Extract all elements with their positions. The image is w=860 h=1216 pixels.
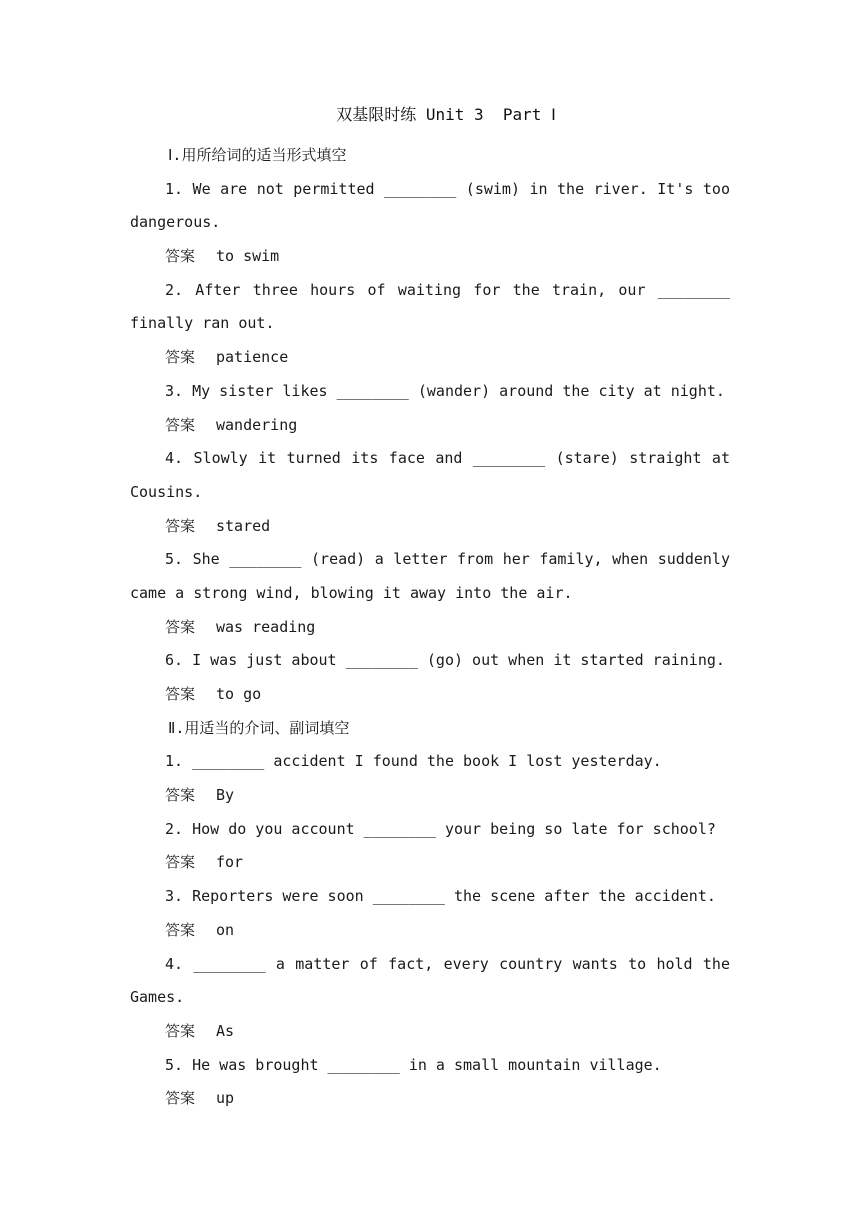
answer-text: stared <box>216 516 271 535</box>
answer-line <box>130 1082 730 1116</box>
answer-line <box>130 240 730 274</box>
answer-text: up <box>216 1089 235 1108</box>
question-line: 1. ________ accident I found the book I lost yesterday. <box>165 752 662 771</box>
answer-text: for <box>216 853 244 872</box>
answer-text: to swim <box>216 247 280 266</box>
question-line: 2. How do you account ________ your being so late for school? <box>165 819 716 838</box>
answer-text: As <box>216 1021 235 1040</box>
answer-label: 答案 <box>165 247 196 266</box>
question-line: 6. I was just about ________ (go) out when it started raining. <box>165 651 725 670</box>
question-line: Games. <box>130 988 185 1007</box>
answer-text: was reading <box>216 617 316 636</box>
question-line: 4. ________ a matter of fact, every country wants to hold the <box>165 954 730 973</box>
answer-text: By <box>216 786 235 805</box>
answer-label: 答案 <box>165 348 196 367</box>
answer-line <box>130 1015 730 1049</box>
answer-line <box>130 409 730 443</box>
answer-label: 答案 <box>165 415 196 434</box>
question-line: finally ran out. <box>130 314 275 333</box>
question-line: 5. She ________ (read) a letter from her family, when suddenly <box>165 550 730 569</box>
answer-line <box>130 341 730 375</box>
question-line: 3. Reporters were soon ________ the scene after the accident. <box>165 887 716 906</box>
question-line: 1. We are not permitted ________ (swim) in the river. It's too <box>165 179 730 198</box>
question-line: dangerous. <box>130 213 221 232</box>
question-line: 4. Slowly it turned its face and ________ (stare) straight at <box>165 449 730 468</box>
answer-label: 答案 <box>165 853 196 872</box>
answer-line <box>130 846 730 880</box>
page-title: 双基限时练 Unit 3 Part Ⅰ <box>336 105 556 124</box>
answer-label: 答案 <box>165 920 196 939</box>
section-heading-2: Ⅱ.用适当的介词、副词填空 <box>168 718 350 737</box>
question-line: Cousins. <box>130 482 203 501</box>
question-line: came a strong wind, blowing it away into the air. <box>130 583 573 602</box>
answer-label: 答案 <box>165 1089 196 1108</box>
answer-label: 答案 <box>165 1021 196 1040</box>
answer-label: 答案 <box>165 617 196 636</box>
answer-text: to go <box>216 685 262 703</box>
question-line: 5. He was brought ________ in a small mountain village. <box>165 1055 662 1074</box>
answer-label: 答案 <box>165 786 196 805</box>
answer-text: patience <box>216 348 289 367</box>
answer-line <box>130 779 730 813</box>
answer-text: wandering <box>216 415 298 434</box>
exercise-content <box>130 139 730 1116</box>
section-heading-1: Ⅰ.用所给词的适当形式填空 <box>168 146 347 164</box>
question-line: 2. After three hours of waiting for the train, our ________ <box>165 280 730 299</box>
question-line: 3. My sister likes ________ (wander) around the city at night. <box>165 381 725 400</box>
answer-line <box>130 678 730 712</box>
answer-line <box>130 914 730 948</box>
answer-label: 答案 <box>165 516 196 535</box>
answer-line <box>130 510 730 544</box>
answer-label: 答案 <box>165 685 196 703</box>
answer-text: on <box>216 920 235 939</box>
answer-line <box>130 611 730 645</box>
